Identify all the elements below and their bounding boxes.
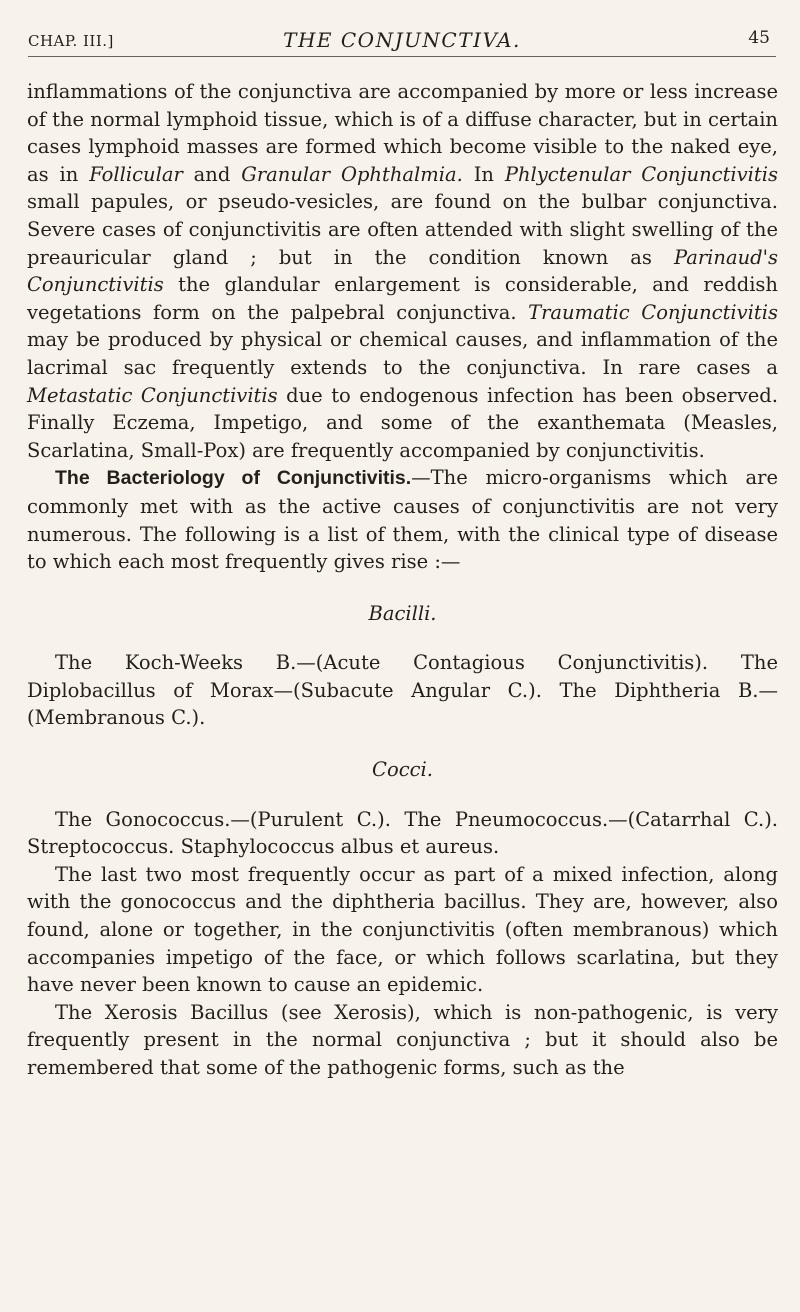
cocci-caption: Cocci. bbox=[372, 758, 433, 782]
page-body bbox=[27, 78, 778, 1082]
chapter-label: CHAP. III.] bbox=[28, 32, 114, 50]
term-granular-ophthalmia: Granular Ophthalmia. bbox=[241, 162, 463, 186]
section-heading: The Bacteriology of Conjunctivitis. bbox=[55, 467, 412, 490]
term-phlyctenular: Phlyctenular Conjunctivitis bbox=[504, 162, 778, 186]
paragraph-inflammation-types bbox=[27, 78, 778, 464]
text-run: In bbox=[462, 162, 505, 186]
text-run: small papules, or pseudo-vesicles, are found on the bulbar conjunctiva. Severe cases of conjunctivitis are often attended with slight swelling of the preauricular gland ; but in the condition known as bbox=[27, 190, 778, 269]
term-traumatic: Traumatic Conjunctivitis bbox=[528, 300, 778, 324]
text-run: and bbox=[182, 162, 242, 186]
page-number: 45 bbox=[748, 28, 770, 48]
paragraph-bacteriology bbox=[27, 464, 778, 575]
text-run: may be produced by physical or chemical causes, and inflammation of the lacrimal sac frequently extends to the conjunctiva. In rare cases a bbox=[27, 328, 778, 379]
term-follicular: Follicular bbox=[89, 162, 183, 186]
paragraph-xerosis: The Xerosis Bacillus (see Xerosis), which is non-pathogenic, is very frequently present in the normal conjunctiva ; but it should also be remembered that some of the pathogenic forms, such as the bbox=[27, 1000, 778, 1079]
term-parinaud: Parinaud's Conjunctivitis bbox=[27, 245, 778, 297]
running-title: THE CONJUNCTIVA. bbox=[283, 28, 521, 52]
bacilli-list: The Koch-Weeks B.—(Acute Contagious Conjunctivitis). The Diplobacillus of Morax—(Subacute Angular C.). The Diphtheria B.—(Membranous C.). bbox=[27, 651, 778, 730]
term-metastatic: Metastatic Conjunctivitis bbox=[27, 383, 278, 407]
bacilli-caption: Bacilli. bbox=[368, 601, 437, 625]
paragraph-mixed-infection: The last two most frequently occur as part of a mixed infection, along with the gonococcus and the diphtheria bacillus. They are, however, also found, alone or together, in the conjunctivitis (often membranous) which accompanies impetigo of the face, or which follows scarlatina, but they have never been known to cause an epidemic. bbox=[27, 862, 778, 997]
text-run: —The micro-organisms which are commonly met with as the active causes of conjunctivitis are not very numerous. The following is a list of them, with the clinical type of disease to which each most frequently gives rise :— bbox=[27, 466, 778, 574]
running-header bbox=[28, 22, 776, 57]
text-run: the glandular enlargement is considerable, and reddish vegetations form on the palpebral conjunctiva. bbox=[27, 273, 778, 324]
text-run: inflammations of the conjunctiva are accompanied by more or less increase of the normal lymphoid tissue, which is of a diffuse character, but in certain cases lymphoid masses are formed which become visible to the naked eye, as in bbox=[27, 80, 778, 186]
cocci-list: The Gonococcus.—(Purulent C.). The Pneumococcus.—(Catarrhal C.). Streptococcus. Staphylococcus albus et aureus. bbox=[27, 807, 778, 859]
text-run: due to endogenous infection has been observed. Finally Eczema, Impetigo, and some of the exanthemata (Measles, Scarlatina, Small-Pox) are frequently accompanied by conjunctivitis. bbox=[27, 383, 778, 462]
